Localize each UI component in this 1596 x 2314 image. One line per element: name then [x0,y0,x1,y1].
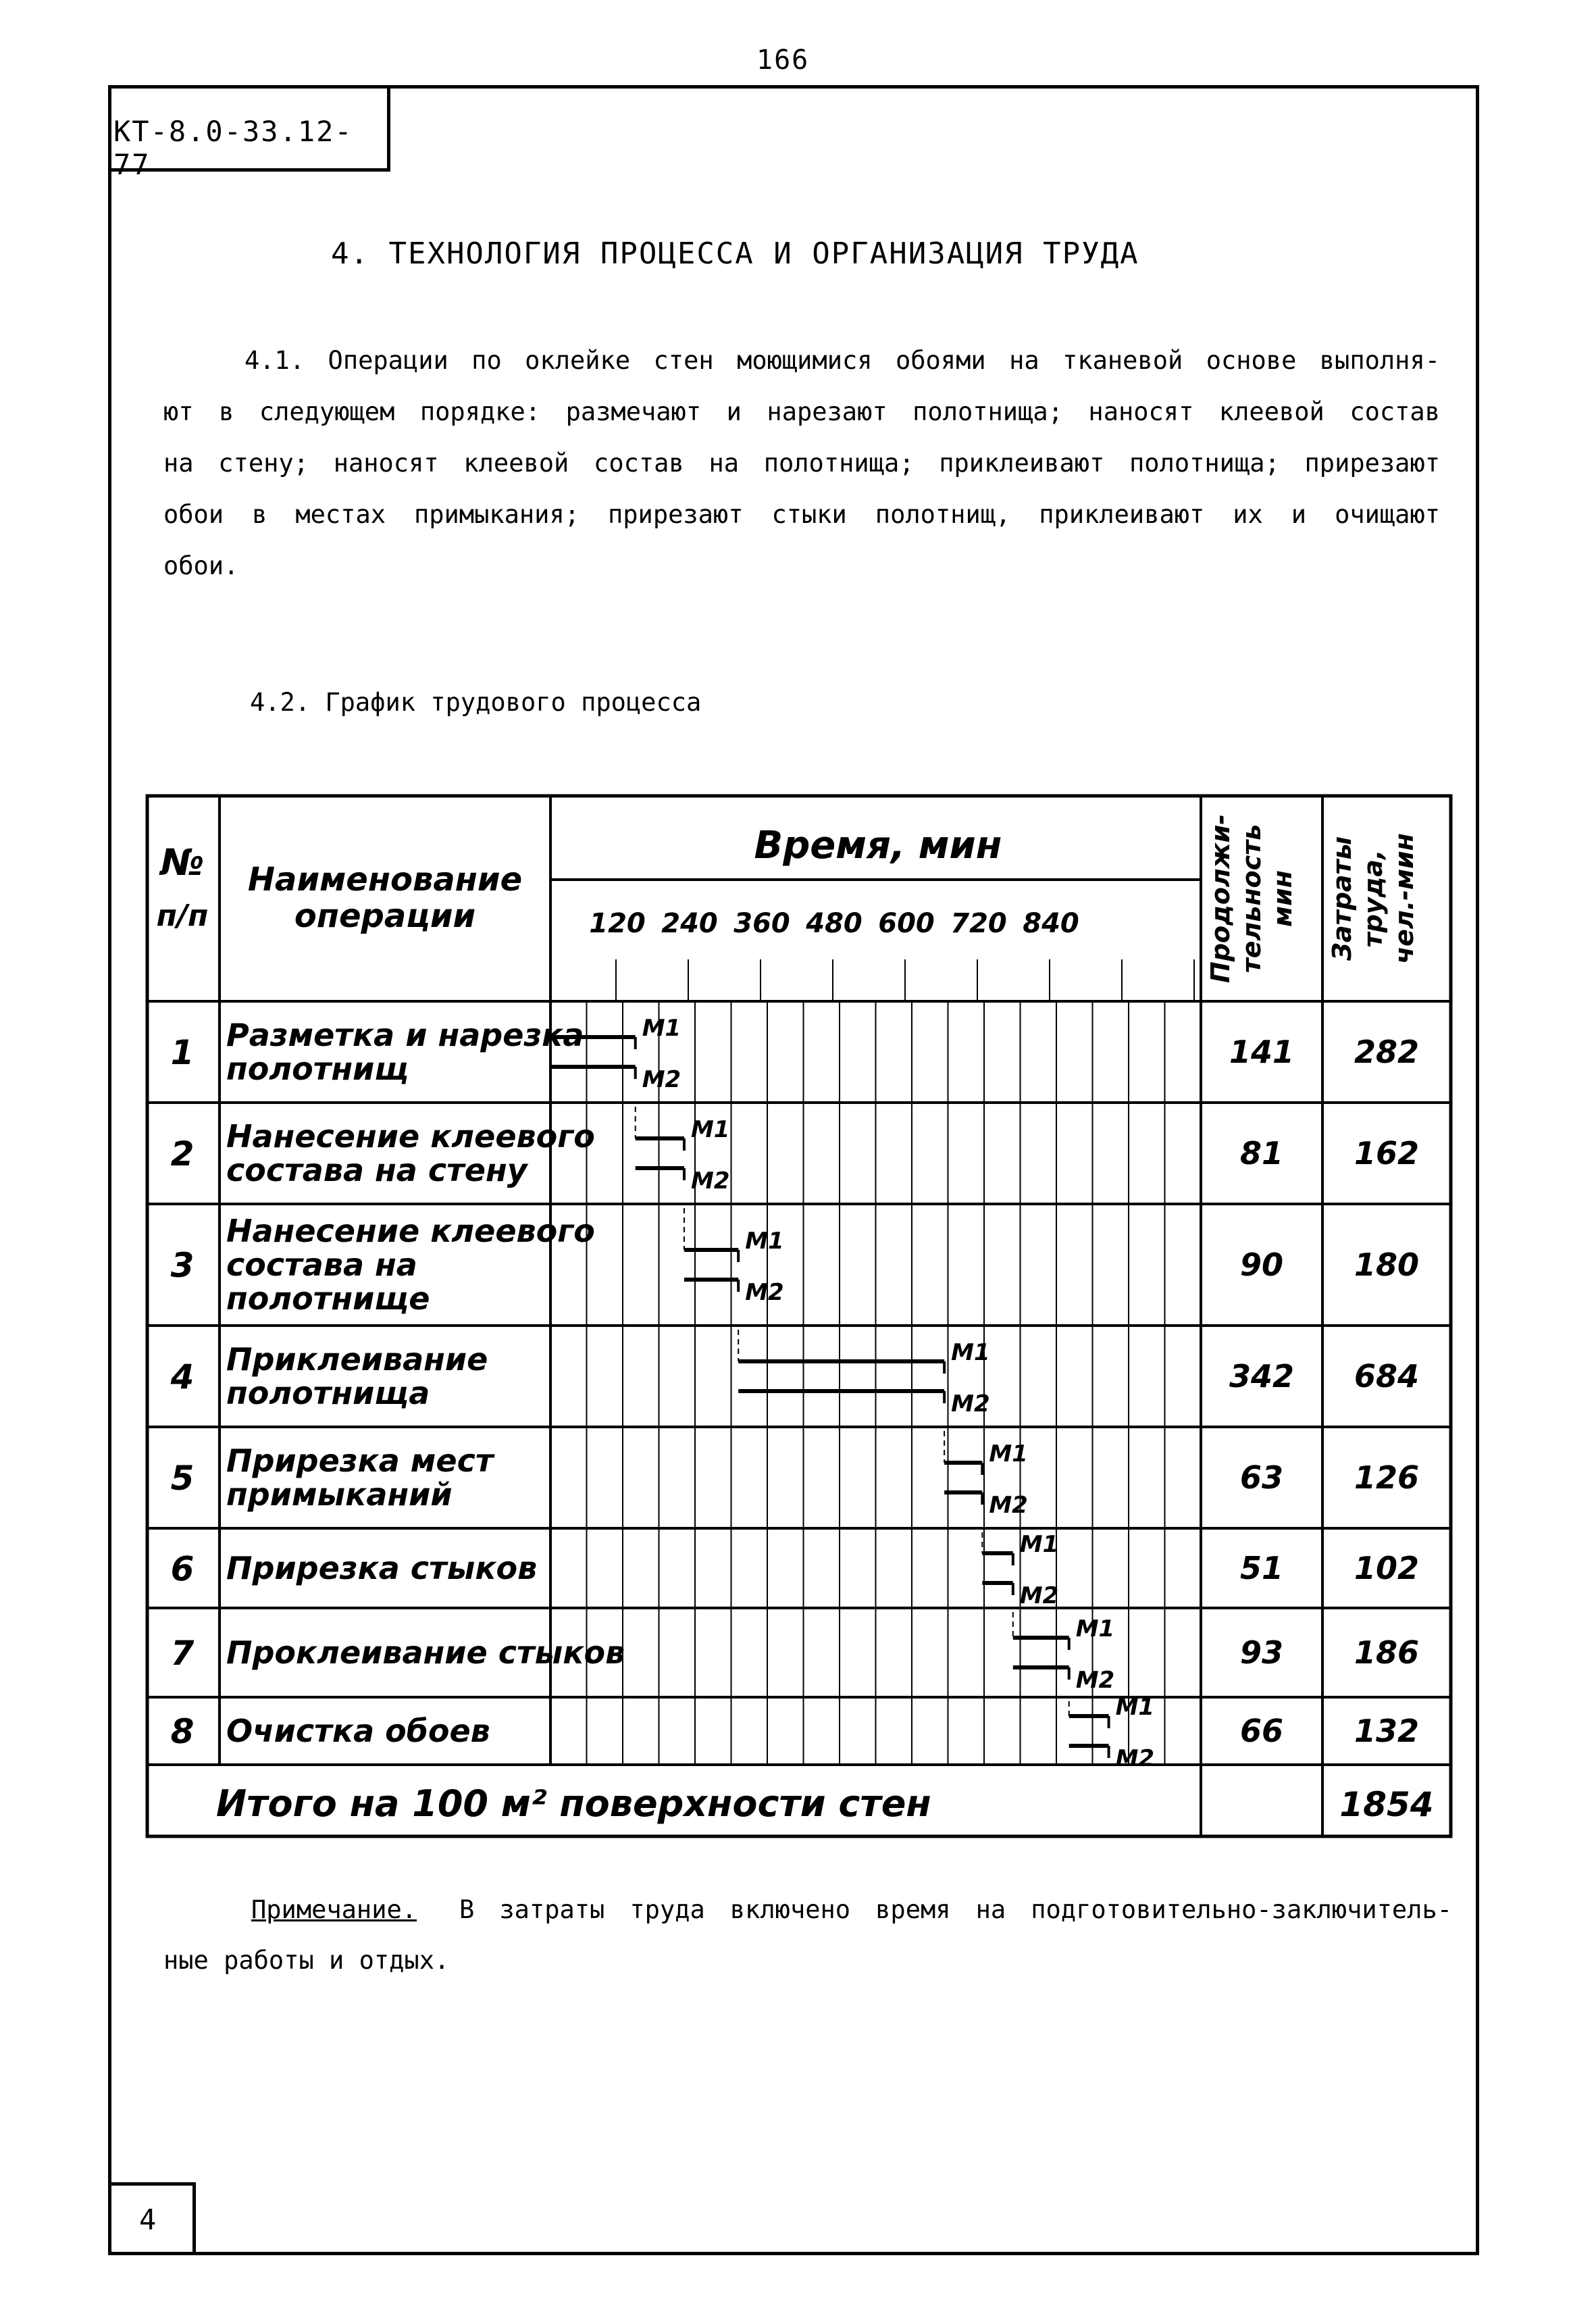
x-tick-label: 120 [589,908,646,939]
operation-name: Проклеивание стыков [226,1634,625,1671]
operation-name: Прирезка стыков [226,1550,538,1586]
x-tick-label: 480 [806,908,863,939]
operation-name: примыканий [226,1476,453,1513]
document-code: КТ-8.0-33.12-77 [108,85,390,172]
duration-value: 93 [1239,1634,1284,1671]
worker-label: М1 [745,1228,784,1255]
header-duration-label: мин [1268,870,1297,927]
duration-value: 81 [1239,1135,1284,1172]
labor-value: 162 [1354,1135,1420,1172]
worker-label: М1 [1019,1531,1059,1558]
duration-value: 342 [1229,1358,1295,1394]
operation-name: состава на [226,1247,417,1283]
worker-label: М1 [1115,1694,1155,1721]
note-text: ные работы и отдых. [163,1946,450,1975]
sheet-number: 4 [108,2182,196,2255]
x-tick-label: 840 [1023,908,1079,939]
worker-label: М1 [951,1339,990,1366]
section-title: 4. ТЕХНОЛОГИЯ ПРОЦЕССА И ОРГАНИЗАЦИЯ ТРУДА [331,236,1139,271]
header-no-label: № [160,841,205,884]
operation-name: Нанесение клеевого [226,1118,595,1155]
operation-name: Приклеивание [226,1341,488,1378]
header-no-label: п/п [156,899,209,933]
note-label: Примечание. [251,1895,417,1924]
total-label: Итого на 100 м² поверхности стен [216,1782,931,1825]
operation-name: Нанесение клеевого [226,1213,595,1249]
worker-label: М1 [989,1440,1028,1467]
row-number: 8 [170,1712,195,1751]
worker-label: М2 [1115,1745,1155,1772]
x-tick-label: 360 [733,908,790,939]
row-number: 6 [170,1549,195,1588]
header-labor-label: Затраты [1327,836,1357,961]
operation-name: Разметка и нарезка [226,1017,584,1053]
labor-value: 102 [1354,1550,1420,1586]
worker-label: М1 [642,1015,681,1042]
paragraph-line: ют в следующем порядке: размечают и нарезают полотнища; наносят клеевой состав [163,397,1440,426]
header-labor-label: чел.-мин [1389,833,1419,964]
operation-name: Прирезка мест [226,1442,494,1479]
page-number: 166 [756,45,810,76]
row-number: 5 [170,1459,195,1498]
row-number: 7 [170,1634,195,1673]
operation-name: состава на стену [226,1152,527,1188]
row-number: 3 [170,1246,195,1285]
labor-value: 186 [1354,1634,1420,1671]
worker-label: М2 [1019,1582,1059,1609]
duration-value: 66 [1239,1713,1284,1749]
total-value: 1854 [1339,1785,1434,1824]
operation-name: полотнищ [226,1051,409,1087]
worker-label: М2 [989,1492,1028,1519]
labor-value: 126 [1354,1459,1420,1496]
operation-name: полотнища [226,1375,430,1411]
header-labor-label: труда, [1358,849,1388,948]
row-number: 4 [170,1357,195,1397]
operation-name: полотнище [226,1280,430,1317]
header-name-label: Наименование [247,861,523,899]
paragraph-line: на стену; наносят клеевой состав на полотнища; приклеивают полотнища; прирезают [163,449,1440,478]
header-name-label: операции [294,897,476,935]
paragraph-line: обои. [163,551,239,580]
worker-label: М2 [642,1066,681,1093]
x-tick-label: 600 [878,908,935,939]
labor-value: 132 [1354,1713,1420,1749]
labor-value: 282 [1354,1034,1420,1070]
paragraph-line: обои в местах примыкания; прирезают стыки полотнищ, приклеивают их и очищают [163,500,1440,529]
duration-value: 63 [1239,1459,1284,1496]
row-number: 1 [170,1033,195,1072]
row-number: 2 [170,1134,195,1174]
duration-value: 90 [1239,1247,1284,1283]
worker-label: М1 [690,1116,730,1143]
worker-label: М1 [1075,1615,1115,1642]
worker-label: М2 [1075,1667,1115,1694]
duration-value: 51 [1239,1550,1284,1586]
duration-value: 141 [1229,1034,1295,1070]
labor-value: 684 [1354,1358,1420,1394]
worker-label: М2 [690,1167,730,1194]
paragraph-line: 4.1. Операции по оклейке стен моющимися обоями на тканевой основе выполня- [244,346,1440,375]
x-tick-label: 240 [661,908,718,939]
header-time-label: Время, мин [754,824,1002,867]
worker-label: М2 [951,1390,990,1417]
labor-value: 180 [1354,1247,1420,1283]
header-duration-label: Продолжи- [1206,814,1235,983]
operation-name: Очистка обоев [226,1713,490,1749]
subsection-title: 4.2. График трудового процесса [250,688,702,717]
header-duration-label: тельность [1237,824,1266,974]
x-tick-label: 720 [950,908,1007,939]
note-text: В затраты труда включено время на подготовительно-заключитель- [459,1895,1452,1924]
worker-label: М2 [745,1279,784,1306]
